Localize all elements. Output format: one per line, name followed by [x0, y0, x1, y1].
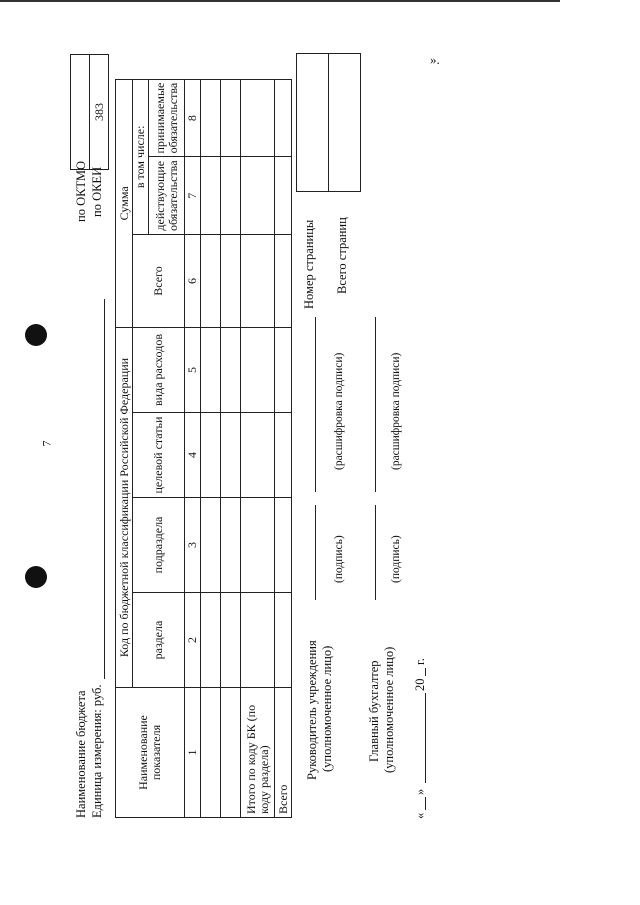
subtotal-label: Итого по коду БК (по коду раздела): [241, 688, 275, 818]
date-month-line[interactable]: [425, 693, 426, 783]
table-cell[interactable]: [201, 328, 221, 413]
table-cell[interactable]: [221, 235, 241, 328]
col-header-section: раздела: [133, 593, 185, 688]
col-header-including: в том числе:: [133, 79, 149, 234]
oktmo-label: по ОКТМО: [74, 160, 88, 222]
budget-name-line: [104, 299, 105, 679]
table-cell[interactable]: [275, 593, 292, 688]
table-cell[interactable]: [221, 498, 241, 593]
table-cell[interactable]: [221, 79, 241, 157]
table-cell[interactable]: [201, 593, 221, 688]
date-close-quote: »: [413, 788, 427, 795]
table-cell[interactable]: [275, 328, 292, 413]
okei-label: по ОКЕИ: [90, 166, 104, 217]
accountant-signature-note: (подпись): [390, 535, 402, 583]
head-signature-line[interactable]: [315, 505, 316, 600]
head-title: Руководитель учреждения: [305, 640, 319, 780]
date-day-line[interactable]: [425, 797, 426, 810]
table-cell[interactable]: [275, 157, 292, 235]
table-cell[interactable]: [221, 593, 241, 688]
total-pages-label: Всего страниц: [335, 217, 349, 294]
table-cell[interactable]: [201, 235, 221, 328]
col-header-bk-code: Код по бюджетной классификации Российской Федерации: [116, 328, 133, 688]
stray-quote: ».: [430, 52, 440, 67]
okei-field: 383: [90, 55, 109, 170]
column-number-row: [185, 79, 201, 817]
date-year-suffix: г.: [413, 658, 427, 665]
col-number-4: 4: [185, 413, 201, 498]
col-header-subsection: подраздела: [133, 498, 185, 593]
col-number-6: 6: [185, 235, 201, 328]
unit-label: Единица измерения: руб.: [90, 684, 104, 818]
total-label: Всего: [275, 688, 292, 818]
accountant-title: Главный бухгалтер: [367, 660, 381, 762]
table-cell[interactable]: [241, 157, 275, 235]
table-row: [221, 79, 241, 817]
table-cell[interactable]: [275, 498, 292, 593]
head-decoding-line[interactable]: [315, 317, 316, 492]
total-pages-field[interactable]: [329, 54, 361, 192]
table-cell[interactable]: [201, 79, 221, 157]
col-number-7: 7: [185, 157, 201, 235]
table-cell[interactable]: [221, 328, 241, 413]
accountant-decoding-line[interactable]: [375, 317, 376, 492]
date-year-line[interactable]: [425, 668, 426, 676]
col-number-2: 2: [185, 593, 201, 688]
date-open-quote: «: [413, 812, 427, 819]
table-cell[interactable]: [221, 413, 241, 498]
col-header-current: действующие обязательства: [149, 157, 185, 235]
date-year-prefix: 20: [413, 678, 427, 691]
table-cell[interactable]: [241, 413, 275, 498]
page-number-label: Номер страницы: [302, 219, 316, 309]
table-cell[interactable]: [221, 688, 241, 818]
page-number-field[interactable]: [297, 54, 329, 192]
oktmo-field[interactable]: [71, 55, 90, 170]
accountant-signature-line[interactable]: [375, 505, 376, 600]
table-cell[interactable]: [241, 235, 275, 328]
table-cell[interactable]: [241, 328, 275, 413]
total-row: [275, 79, 292, 817]
table-cell[interactable]: [241, 498, 275, 593]
col-header-accepted: принимаемые обязательства: [149, 79, 185, 157]
table-cell[interactable]: [275, 235, 292, 328]
head-decoding-note: (расшифровка подписи): [333, 352, 345, 470]
table-cell[interactable]: [221, 157, 241, 235]
table-cell[interactable]: [201, 413, 221, 498]
table-cell[interactable]: [275, 79, 292, 157]
subtotal-row: [241, 79, 275, 817]
table-cell[interactable]: [201, 157, 221, 235]
table-cell[interactable]: [201, 498, 221, 593]
col-header-total: Всего: [133, 235, 185, 328]
col-header-expense-type: вида расходов: [133, 328, 185, 413]
table-row: [201, 79, 221, 817]
accountant-note: (уполномоченное лицо): [382, 646, 396, 773]
col-number-5: 5: [185, 328, 201, 413]
table-cell[interactable]: [241, 593, 275, 688]
table-cell[interactable]: [275, 413, 292, 498]
col-number-1: 1: [185, 688, 201, 818]
col-header-indicator: Наименование показателя: [116, 688, 185, 818]
page-number: 7: [39, 440, 54, 447]
accountant-decoding-note: (расшифровка подписи): [390, 352, 402, 470]
col-header-target: целевой статьи: [133, 413, 185, 498]
col-number-3: 3: [185, 498, 201, 593]
page-box: [296, 53, 361, 192]
table-cell[interactable]: [241, 79, 275, 157]
code-box: [70, 54, 109, 170]
head-note: (уполномоченное лицо): [320, 645, 334, 772]
table-cell[interactable]: [201, 688, 221, 818]
col-number-8: 8: [185, 79, 201, 157]
budget-name-label: Наименование бюджета: [74, 690, 88, 818]
obligations-table: [115, 79, 292, 818]
head-signature-note: (подпись): [333, 535, 345, 583]
col-header-sum: Сумма: [116, 79, 133, 327]
